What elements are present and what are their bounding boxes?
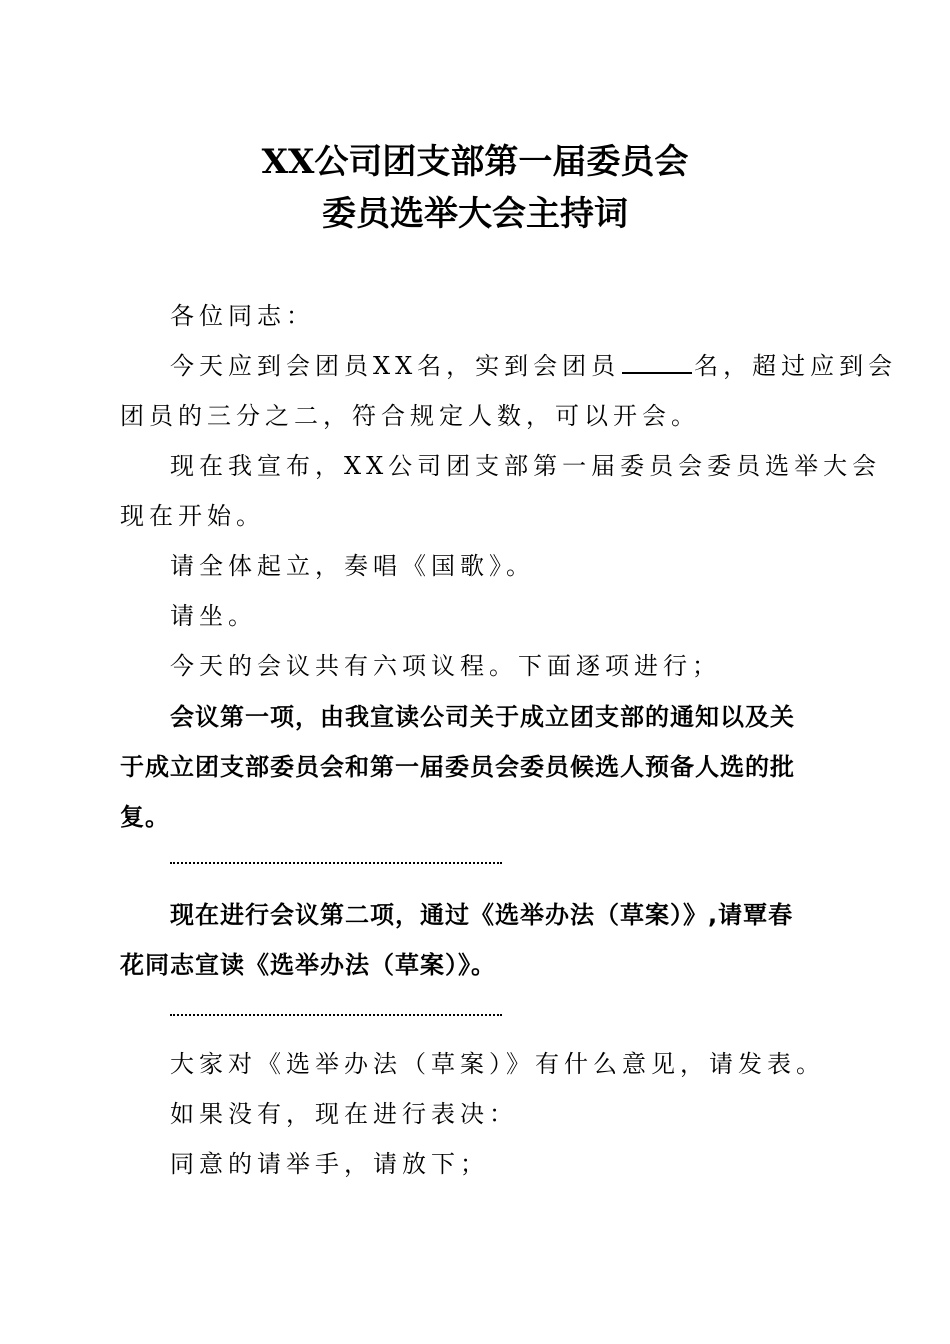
paragraph-vote: 如果没有，现在进行表决： bbox=[170, 1100, 518, 1128]
ellipsis-divider-1 bbox=[170, 860, 502, 864]
paragraph-raise-hands: 同意的请举手，请放下； bbox=[170, 1150, 489, 1178]
agenda-item-2-line-1: 现在进行会议第二项，通过《选举办法（草案）》,请覃春 bbox=[170, 901, 794, 929]
attendance-text-a: 今天应到会团员XX名，实到会团员 bbox=[170, 352, 621, 380]
paragraph-attendance-line-2: 团员的三分之二，符合规定人数，可以开会。 bbox=[120, 402, 700, 430]
paragraph-announce-line-2: 现在开始。 bbox=[120, 502, 265, 530]
paragraph-attendance-line-1 bbox=[170, 346, 897, 381]
agenda-item-1-line-3: 复。 bbox=[120, 803, 170, 831]
paragraph-sit: 请坐。 bbox=[170, 602, 257, 630]
attendance-text-b: 名，超过应到会 bbox=[694, 352, 898, 380]
paragraph-announce-line-1: 现在我宣布，XX公司团支部第一届委员会委员选举大会 bbox=[170, 452, 882, 480]
agenda-item-2-line-2: 花同志宣读《选举办法（草案）》。 bbox=[120, 951, 496, 979]
ellipsis-divider-2 bbox=[170, 1012, 502, 1016]
document-title-line-1: XX公司团支部第一届委员会 bbox=[261, 142, 689, 182]
greeting: 各位同志： bbox=[170, 302, 315, 330]
paragraph-agenda: 今天的会议共有六项议程。下面逐项进行； bbox=[170, 652, 721, 680]
agenda-item-1-line-1: 会议第一项，由我宣读公司关于成立团支部的通知以及关 bbox=[170, 703, 795, 731]
paragraph-anthem: 请全体起立，奏唱《国歌》。 bbox=[170, 552, 535, 580]
attendance-blank bbox=[622, 352, 692, 374]
document-title-line-2: 委员选举大会主持词 bbox=[322, 194, 628, 234]
paragraph-opinion: 大家对《选举办法（草案）》有什么意见，请发表。 bbox=[170, 1050, 825, 1078]
agenda-item-1-line-2: 于成立团支部委员会和第一届委员会委员候选人预备人选的批 bbox=[120, 753, 795, 781]
